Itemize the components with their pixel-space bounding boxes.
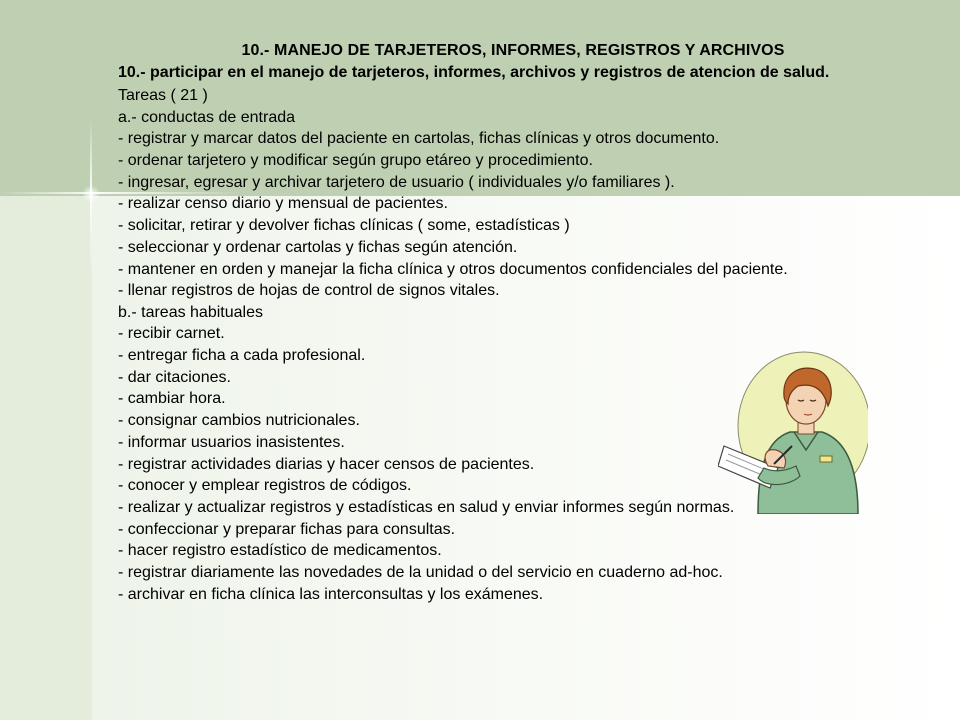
task-item: - cambiar hora. <box>118 390 226 408</box>
task-item: - solicitar, retirar y devolver fichas clínicas ( some, estadísticas ) <box>118 217 570 235</box>
nurse-with-clipboard-icon <box>718 348 868 514</box>
task-item: - dar citaciones. <box>118 368 231 386</box>
task-item: - llenar registros de hojas de control de signos vitales. <box>118 282 500 299</box>
sparkle-center <box>82 185 100 203</box>
task-item: - realizar y actualizar registros y estadísticas en salud y enviar informes según normas. <box>118 498 735 516</box>
task-item: - archivar en ficha clínica las interconsultas y los exámenes. <box>118 585 544 603</box>
task-item: - recibir carnet. <box>118 325 225 343</box>
task-item: - registrar y marcar datos del paciente en cartolas, fichas clínicas y otros documento. <box>118 130 720 148</box>
section-a-heading: a.- conductas de entrada <box>118 108 296 126</box>
task-item: - hacer registro estadístico de medicamentos. <box>118 542 442 560</box>
task-item: - conocer y emplear registros de códigos. <box>118 477 412 495</box>
task-item: - entregar ficha a cada profesional. <box>118 347 366 365</box>
left-margin-band <box>0 196 92 720</box>
task-item: - ingresar, egresar y archivar tarjetero de usuario ( individuales y/o familiares ). <box>118 173 675 191</box>
task-item: - mantener en orden y manejar la ficha clínica y otros documentos confidenciales del paciente. <box>118 260 788 278</box>
task-item: - seleccionar y ordenar cartolas y fichas según atención. <box>118 238 518 256</box>
section-b-heading: b.- tareas habituales <box>118 303 263 321</box>
task-item: - confeccionar y preparar fichas para consultas. <box>118 520 456 538</box>
task-item: - consignar cambios nutricionales. <box>118 412 360 430</box>
task-item: - registrar diariamente las novedades de la unidad o del servicio en cuaderno ad-hoc. <box>118 563 723 581</box>
task-item: - ordenar tarjetero y modificar según grupo etáreo y procedimiento. <box>118 152 593 170</box>
tasks-count: Tareas ( 21 ) <box>118 87 208 104</box>
task-item: - realizar censo diario y mensual de pacientes. <box>118 195 448 213</box>
slide-subtitle: 10.- participar en el manejo de tarjeteros, informes, archivos y registros de atencion de salud. <box>118 64 830 81</box>
slide-content <box>118 42 908 607</box>
task-item: - registrar actividades diarias y hacer censos de pacientes. <box>118 455 535 473</box>
task-item: - informar usuarios inasistentes. <box>118 433 345 451</box>
slide-title: 10.- MANEJO DE TARJETEROS, INFORMES, REGISTROS Y ARCHIVOS <box>241 42 785 59</box>
